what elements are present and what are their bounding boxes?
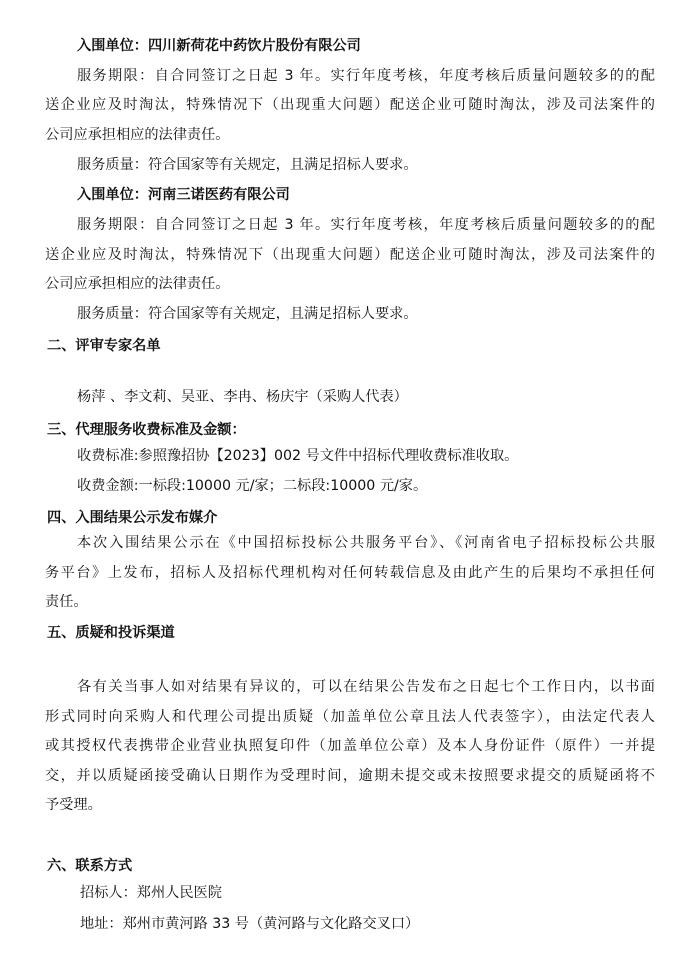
- section-5-line-2: 形式同时向采购人和代理公司提出质疑（加盖单位公章且法人代表签字），由法定代表人: [45, 709, 655, 725]
- section-5-line-1: 各有关当事人如对结果有异议的，可以在结果公告发布之日起七个工作日内，以书面: [77, 679, 655, 695]
- expert-list: 杨萍 、李文莉、吴亚、李冉、杨庆宇（采购人代表）: [77, 389, 408, 405]
- unit-2-quality: 服务质量：符合国家等有关规定，且满足招标人要求。: [77, 306, 418, 322]
- section-5-line-5: 予受理。: [45, 797, 102, 813]
- unit-1-label: 入围单位：四川新荷花中药饮片股份有限公司: [77, 38, 361, 54]
- unit-1-period-line-1: 服务期限：自合同签订之日起 3 年。实行年度考核，年度考核后质量问题较多的的配: [77, 68, 655, 84]
- section-5-heading: 五、质疑和投诉渠道: [47, 625, 175, 641]
- section-4-line-3: 责任。: [45, 594, 88, 610]
- section-2-heading: 二、评审专家名单: [47, 338, 161, 354]
- section-3-heading: 三、代理服务收费标准及金额：: [47, 422, 246, 438]
- section-4-line-2: 务平台》上发布，招标人及招标代理机构对任何转载信息及由此产生的后果均不承担任何: [45, 565, 655, 581]
- unit-2-label: 入围单位：河南三诺医药有限公司: [77, 187, 290, 203]
- section-4-heading: 四、入围结果公示发布媒介: [47, 510, 218, 526]
- section-6-heading: 六、联系方式: [47, 858, 133, 874]
- unit-1-quality: 服务质量：符合国家等有关规定，且满足招标人要求。: [77, 157, 418, 173]
- section-5-line-3: 或其授权代表携带企业营业执照复印件（加盖单位公章）及本人身份证件（原件）一并提: [45, 738, 655, 754]
- fee-amount: 收费金额:一标段:10000 元/家；二标段:10000 元/家。: [77, 478, 428, 494]
- unit-1-period-line-2: 送企业应及时淘汰，特殊情况下（出现重大问题）配送企业可随时淘汰，涉及司法案件的: [45, 97, 655, 113]
- tenderer: 招标人：郑州人民医院: [80, 885, 222, 901]
- section-5-line-4: 交，并以质疑函接受确认日期作为受理时间，逾期未提交或未按照要求提交的质疑函将不: [45, 768, 655, 784]
- unit-1-period-line-3: 公司应承担相应的法律责任。: [45, 127, 230, 143]
- unit-2-period-line-2: 送企业应及时淘汰，特殊情况下（出现重大问题）配送企业可随时淘汰，涉及司法案件的: [45, 247, 655, 263]
- address: 地址：郑州市黄河路 33 号（黄河路与文化路交叉口）: [80, 916, 420, 932]
- fee-standard: 收费标准:参照豫招协【2023】002 号文件中招标代理收费标准收取。: [77, 448, 519, 464]
- section-4-line-1: 本次入围结果公示在《中国招标投标公共服务平台》、《河南省电子招标投标公共服: [77, 535, 655, 551]
- unit-2-period-line-3: 公司应承担相应的法律责任。: [45, 276, 230, 292]
- unit-2-period-line-1: 服务期限：自合同签订之日起 3 年。实行年度考核，年度考核后质量问题较多的的配: [77, 217, 655, 233]
